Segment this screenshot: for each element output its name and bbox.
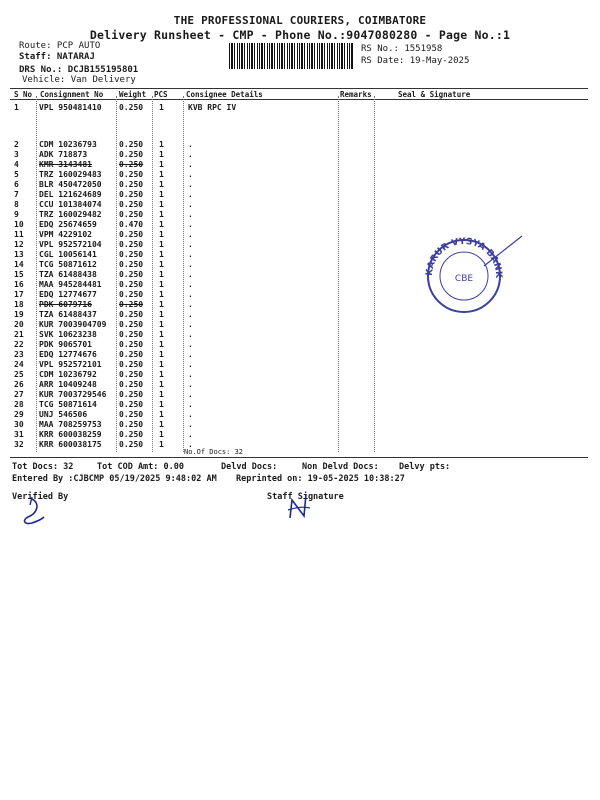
staff-signature xyxy=(284,490,314,524)
row-sno: 26 xyxy=(14,380,24,389)
row-mark: . xyxy=(188,270,193,279)
row-mark: . xyxy=(188,290,193,299)
row-mark: . xyxy=(188,360,193,369)
row-consignment: BLR 450472050 xyxy=(39,180,102,189)
row-pcs: 1 xyxy=(159,310,164,319)
entered-by: Entered By :CJBCMP 05/19/2025 9:48:02 AM xyxy=(12,474,217,484)
row-mark: . xyxy=(188,410,193,419)
row-consignment: KMR 3143481 xyxy=(39,160,92,169)
row-sno: 15 xyxy=(14,270,24,279)
row-mark: . xyxy=(188,310,193,319)
row-mark: . xyxy=(188,160,193,169)
row-mark: . xyxy=(188,350,193,359)
row-consignment: KUR 7003904709 xyxy=(39,320,107,329)
col-separator xyxy=(116,96,117,452)
row-weight: 0.250 xyxy=(119,170,144,179)
row-pcs: 1 xyxy=(159,440,164,449)
verified-by: Verified By xyxy=(12,492,69,502)
row-sno: 30 xyxy=(14,420,24,429)
row-consignment: TZA 61488437 xyxy=(39,310,97,319)
row-weight: 0.250 xyxy=(119,250,144,259)
row-pcs: 1 xyxy=(159,320,164,329)
reprinted-on: Reprinted on: 19-05-2025 10:38:27 xyxy=(236,474,405,484)
row-pcs: 1 xyxy=(159,410,164,419)
row-consignment: TZA 61488438 xyxy=(39,270,97,279)
col-separator xyxy=(152,96,153,452)
row-sno: 27 xyxy=(14,390,24,399)
row-mark: . xyxy=(188,210,193,219)
row-weight: 0.250 xyxy=(119,260,144,269)
stamp-city: CBE xyxy=(454,274,474,284)
row-weight: 0.250 xyxy=(119,240,144,249)
row-mark: . xyxy=(188,430,193,439)
col-separator xyxy=(183,96,184,452)
staff-signature-label: Staff Signature xyxy=(267,492,344,502)
row-sno: 13 xyxy=(14,250,24,259)
row-sno: 5 xyxy=(14,170,19,179)
row-weight: 0.250 xyxy=(119,370,144,379)
row-mark: . xyxy=(188,330,193,339)
row-consignment: VPL 952572101 xyxy=(39,360,102,369)
bank-stamp xyxy=(414,226,524,322)
staff-line: Staff: NATARAJ xyxy=(19,52,95,62)
row-mark: . xyxy=(188,220,193,229)
row-sno: 9 xyxy=(14,210,19,219)
row-sno: 18 xyxy=(14,300,24,309)
row-sno: 29 xyxy=(14,410,24,419)
row-sno: 19 xyxy=(14,310,24,319)
header-top-rule xyxy=(10,88,588,89)
row-pcs: 1 xyxy=(159,180,164,189)
row-consignment: DEL 121624689 xyxy=(39,190,102,199)
row-weight: 0.250 xyxy=(119,340,144,349)
row-pcs: 1 xyxy=(159,380,164,389)
row-weight: 0.250 xyxy=(119,290,144,299)
row-consignment: KUR 7003729546 xyxy=(39,390,107,399)
stamp-text: KARUR VYSYA BANK xyxy=(424,236,504,279)
row-sno: 10 xyxy=(14,220,24,229)
row-consignment: TRZ 160029483 xyxy=(39,170,102,179)
vehicle-line: Vehicle: Van Delivery xyxy=(22,75,136,85)
row-sno: 22 xyxy=(14,340,24,349)
col-consignee: Consignee Details xyxy=(186,90,263,99)
row-consignment: PDK 9065701 xyxy=(39,340,92,349)
row-pcs: 1 xyxy=(159,150,164,159)
row-sno: 21 xyxy=(14,330,24,339)
row-pcs: 1 xyxy=(159,190,164,199)
row-mark: . xyxy=(188,320,193,329)
row-weight: 0.250 xyxy=(119,380,144,389)
row-sno: 3 xyxy=(14,150,19,159)
row-consignment: EDQ 12774676 xyxy=(39,350,97,359)
row-pcs: 1 xyxy=(159,160,164,169)
row-pcs: 1 xyxy=(159,300,164,309)
row-sno: 28 xyxy=(14,400,24,409)
row-mark: . xyxy=(188,190,193,199)
row-weight: 0.250 xyxy=(119,200,144,209)
row-weight: 0.250 xyxy=(119,420,144,429)
col-seal: Seal & Signature xyxy=(398,90,471,99)
no-of-docs: No.Of Docs: 32 xyxy=(184,448,244,456)
row-pcs: 1 xyxy=(159,400,164,409)
row-sno: 6 xyxy=(14,180,19,189)
row-pcs: 1 xyxy=(159,420,164,429)
row-consignment: CCU 101384074 xyxy=(39,200,102,209)
row-mark: . xyxy=(188,180,193,189)
runsheet-subtitle: Delivery Runsheet - CMP - Phone No.:9047080280 - Page No.:1 xyxy=(89,28,511,42)
row-weight: 0.250 xyxy=(119,350,144,359)
col-remarks: Remarks xyxy=(340,90,372,99)
row-weight: 0.250 xyxy=(119,140,144,149)
table-bottom-rule xyxy=(10,457,588,458)
col-separator xyxy=(36,96,37,452)
row-consignment: UNJ 546506 xyxy=(39,410,88,419)
row-consignment: SVK 10623238 xyxy=(39,330,97,339)
row-pcs: 1 xyxy=(159,270,164,279)
row-sno: 2 xyxy=(14,140,19,149)
row-consignment: ADK 718873 xyxy=(39,150,88,159)
verifier-signature xyxy=(18,495,48,529)
row-consignment: MAA 708259753 xyxy=(39,420,102,429)
row-mark: . xyxy=(188,280,193,289)
row-weight: 0.250 xyxy=(119,310,144,319)
row-mark: . xyxy=(188,260,193,269)
row-mark: . xyxy=(188,400,193,409)
row-consignment: VPM 4229102 xyxy=(39,230,92,239)
rs-date: RS Date: 19-May-2025 xyxy=(361,56,470,66)
row-consignment: CGL 10056141 xyxy=(39,250,97,259)
row-pcs: 1 xyxy=(159,280,164,289)
row-weight: 0.250 xyxy=(119,330,144,339)
row-weight: 0.250 xyxy=(119,390,144,399)
rs-no: RS No.: 1551958 xyxy=(361,44,443,54)
row-weight: 0.250 xyxy=(119,230,144,239)
row-weight: 0.470 xyxy=(119,220,144,229)
drs-line: DRS No.: DCJB155195801 xyxy=(19,65,139,75)
row-pcs: 1 xyxy=(159,200,164,209)
col-separator xyxy=(374,96,375,452)
row-mark: . xyxy=(188,380,193,389)
col-weight: Weight xyxy=(119,90,147,99)
header-bottom-rule xyxy=(10,99,588,100)
row-mark: . xyxy=(188,390,193,399)
row-mark: . xyxy=(188,230,193,239)
row-sno: 23 xyxy=(14,350,24,359)
row-pcs: 1 xyxy=(159,170,164,179)
row-pcs: 1 xyxy=(159,350,164,359)
row-consignment: TRZ 160029482 xyxy=(39,210,102,219)
row-consignment: ARR 10409248 xyxy=(39,380,97,389)
row-weight: 0.250 xyxy=(119,190,144,199)
row-sno: 17 xyxy=(14,290,24,299)
row-mark: . xyxy=(188,340,193,349)
row-pcs: 1 xyxy=(159,140,164,149)
row-consignment: KRR 600038259 xyxy=(39,430,102,439)
row-weight: 0.250 xyxy=(119,320,144,329)
row-weight: 0.250 xyxy=(119,400,144,409)
col-sno: S No xyxy=(14,90,33,99)
row-pcs: 1 xyxy=(159,240,164,249)
row-consignment: TCG 50871614 xyxy=(39,400,97,409)
row-pcs: 1 xyxy=(159,360,164,369)
row-consignment: PDK 6079716 xyxy=(39,300,92,309)
row-weight: 0.250 xyxy=(119,210,144,219)
row-weight: 0.250 xyxy=(119,360,144,369)
row-weight: 0.250 xyxy=(119,160,144,169)
row-weight: 0.250 xyxy=(119,410,144,419)
route-line: Route: PCP AUTO xyxy=(19,41,101,51)
row-pcs: 1 xyxy=(159,250,164,259)
row-weight: 0.250 xyxy=(119,270,144,279)
row-sno: 14 xyxy=(14,260,24,269)
row-mark: . xyxy=(188,240,193,249)
row-consignment: EDQ 12774677 xyxy=(39,290,97,299)
row-consignment: VPL 952572104 xyxy=(39,240,102,249)
delvd-docs: Delvd Docs: xyxy=(221,462,278,472)
col-pcs: PCS xyxy=(154,90,168,99)
tot-docs: Tot Docs: 32 xyxy=(12,462,74,472)
row-pcs: 1 xyxy=(159,220,164,229)
row-mark: . xyxy=(188,440,193,449)
row-pcs: 1 xyxy=(159,370,164,379)
row-mark: . xyxy=(188,300,193,309)
row-consignment: TCG 50871612 xyxy=(39,260,97,269)
row-sno: 11 xyxy=(14,230,24,239)
row-pcs: 1 xyxy=(159,210,164,219)
row-pcs: 1 xyxy=(159,390,164,399)
col-consignment: Consignment No xyxy=(40,90,104,99)
row-consignment: CDM 10236793 xyxy=(39,140,97,149)
row-sno: 7 xyxy=(14,190,19,199)
row-pcs: 1 xyxy=(159,230,164,239)
row-pcs: 1 xyxy=(159,430,164,439)
row-consignee: KVB RPC IV xyxy=(188,103,237,112)
row-sno: 8 xyxy=(14,200,19,209)
row-mark: . xyxy=(188,250,193,259)
row-pcs: 1 xyxy=(159,340,164,349)
row-pcs: 1 xyxy=(159,103,164,112)
tot-cod-amt: Tot COD Amt: 0.00 xyxy=(97,462,184,472)
row-weight: 0.250 xyxy=(119,180,144,189)
company-title: THE PROFESSIONAL COURIERS, COIMBATORE xyxy=(173,14,427,27)
delvy-pts: Delvy pts: xyxy=(399,462,451,472)
row-weight: 0.250 xyxy=(119,440,144,449)
row-sno: 32 xyxy=(14,440,24,449)
row-mark: . xyxy=(188,150,193,159)
row-mark: . xyxy=(188,200,193,209)
row-pcs: 1 xyxy=(159,290,164,299)
barcode xyxy=(229,43,354,69)
row-sno: 12 xyxy=(14,240,24,249)
row-mark: . xyxy=(188,170,193,179)
row-consignment: MAA 945284481 xyxy=(39,280,102,289)
row-sno: 4 xyxy=(14,160,19,169)
row-sno: 31 xyxy=(14,430,24,439)
row-mark: . xyxy=(188,140,193,149)
row-weight: 0.250 xyxy=(119,280,144,289)
row-consignment: KRR 600038175 xyxy=(39,440,102,449)
row-mark: . xyxy=(188,370,193,379)
row-weight: 0.250 xyxy=(119,150,144,159)
row-pcs: 1 xyxy=(159,330,164,339)
row-weight: 0.250 xyxy=(119,430,144,439)
row-weight: 0.250 xyxy=(119,103,144,112)
row-consignment: CDM 10236792 xyxy=(39,370,97,379)
row-consignment: VPL 950481410 xyxy=(39,103,102,112)
row-consignment: EDQ 25674659 xyxy=(39,220,97,229)
non-delvd-docs: Non Delvd Docs: xyxy=(302,462,379,472)
row-sno: 20 xyxy=(14,320,24,329)
row-pcs: 1 xyxy=(159,260,164,269)
row-sno: 1 xyxy=(14,103,19,112)
row-weight: 0.250 xyxy=(119,300,144,309)
row-mark: . xyxy=(188,420,193,429)
row-sno: 25 xyxy=(14,370,24,379)
row-sno: 24 xyxy=(14,360,24,369)
col-separator xyxy=(338,96,339,452)
row-sno: 16 xyxy=(14,280,24,289)
